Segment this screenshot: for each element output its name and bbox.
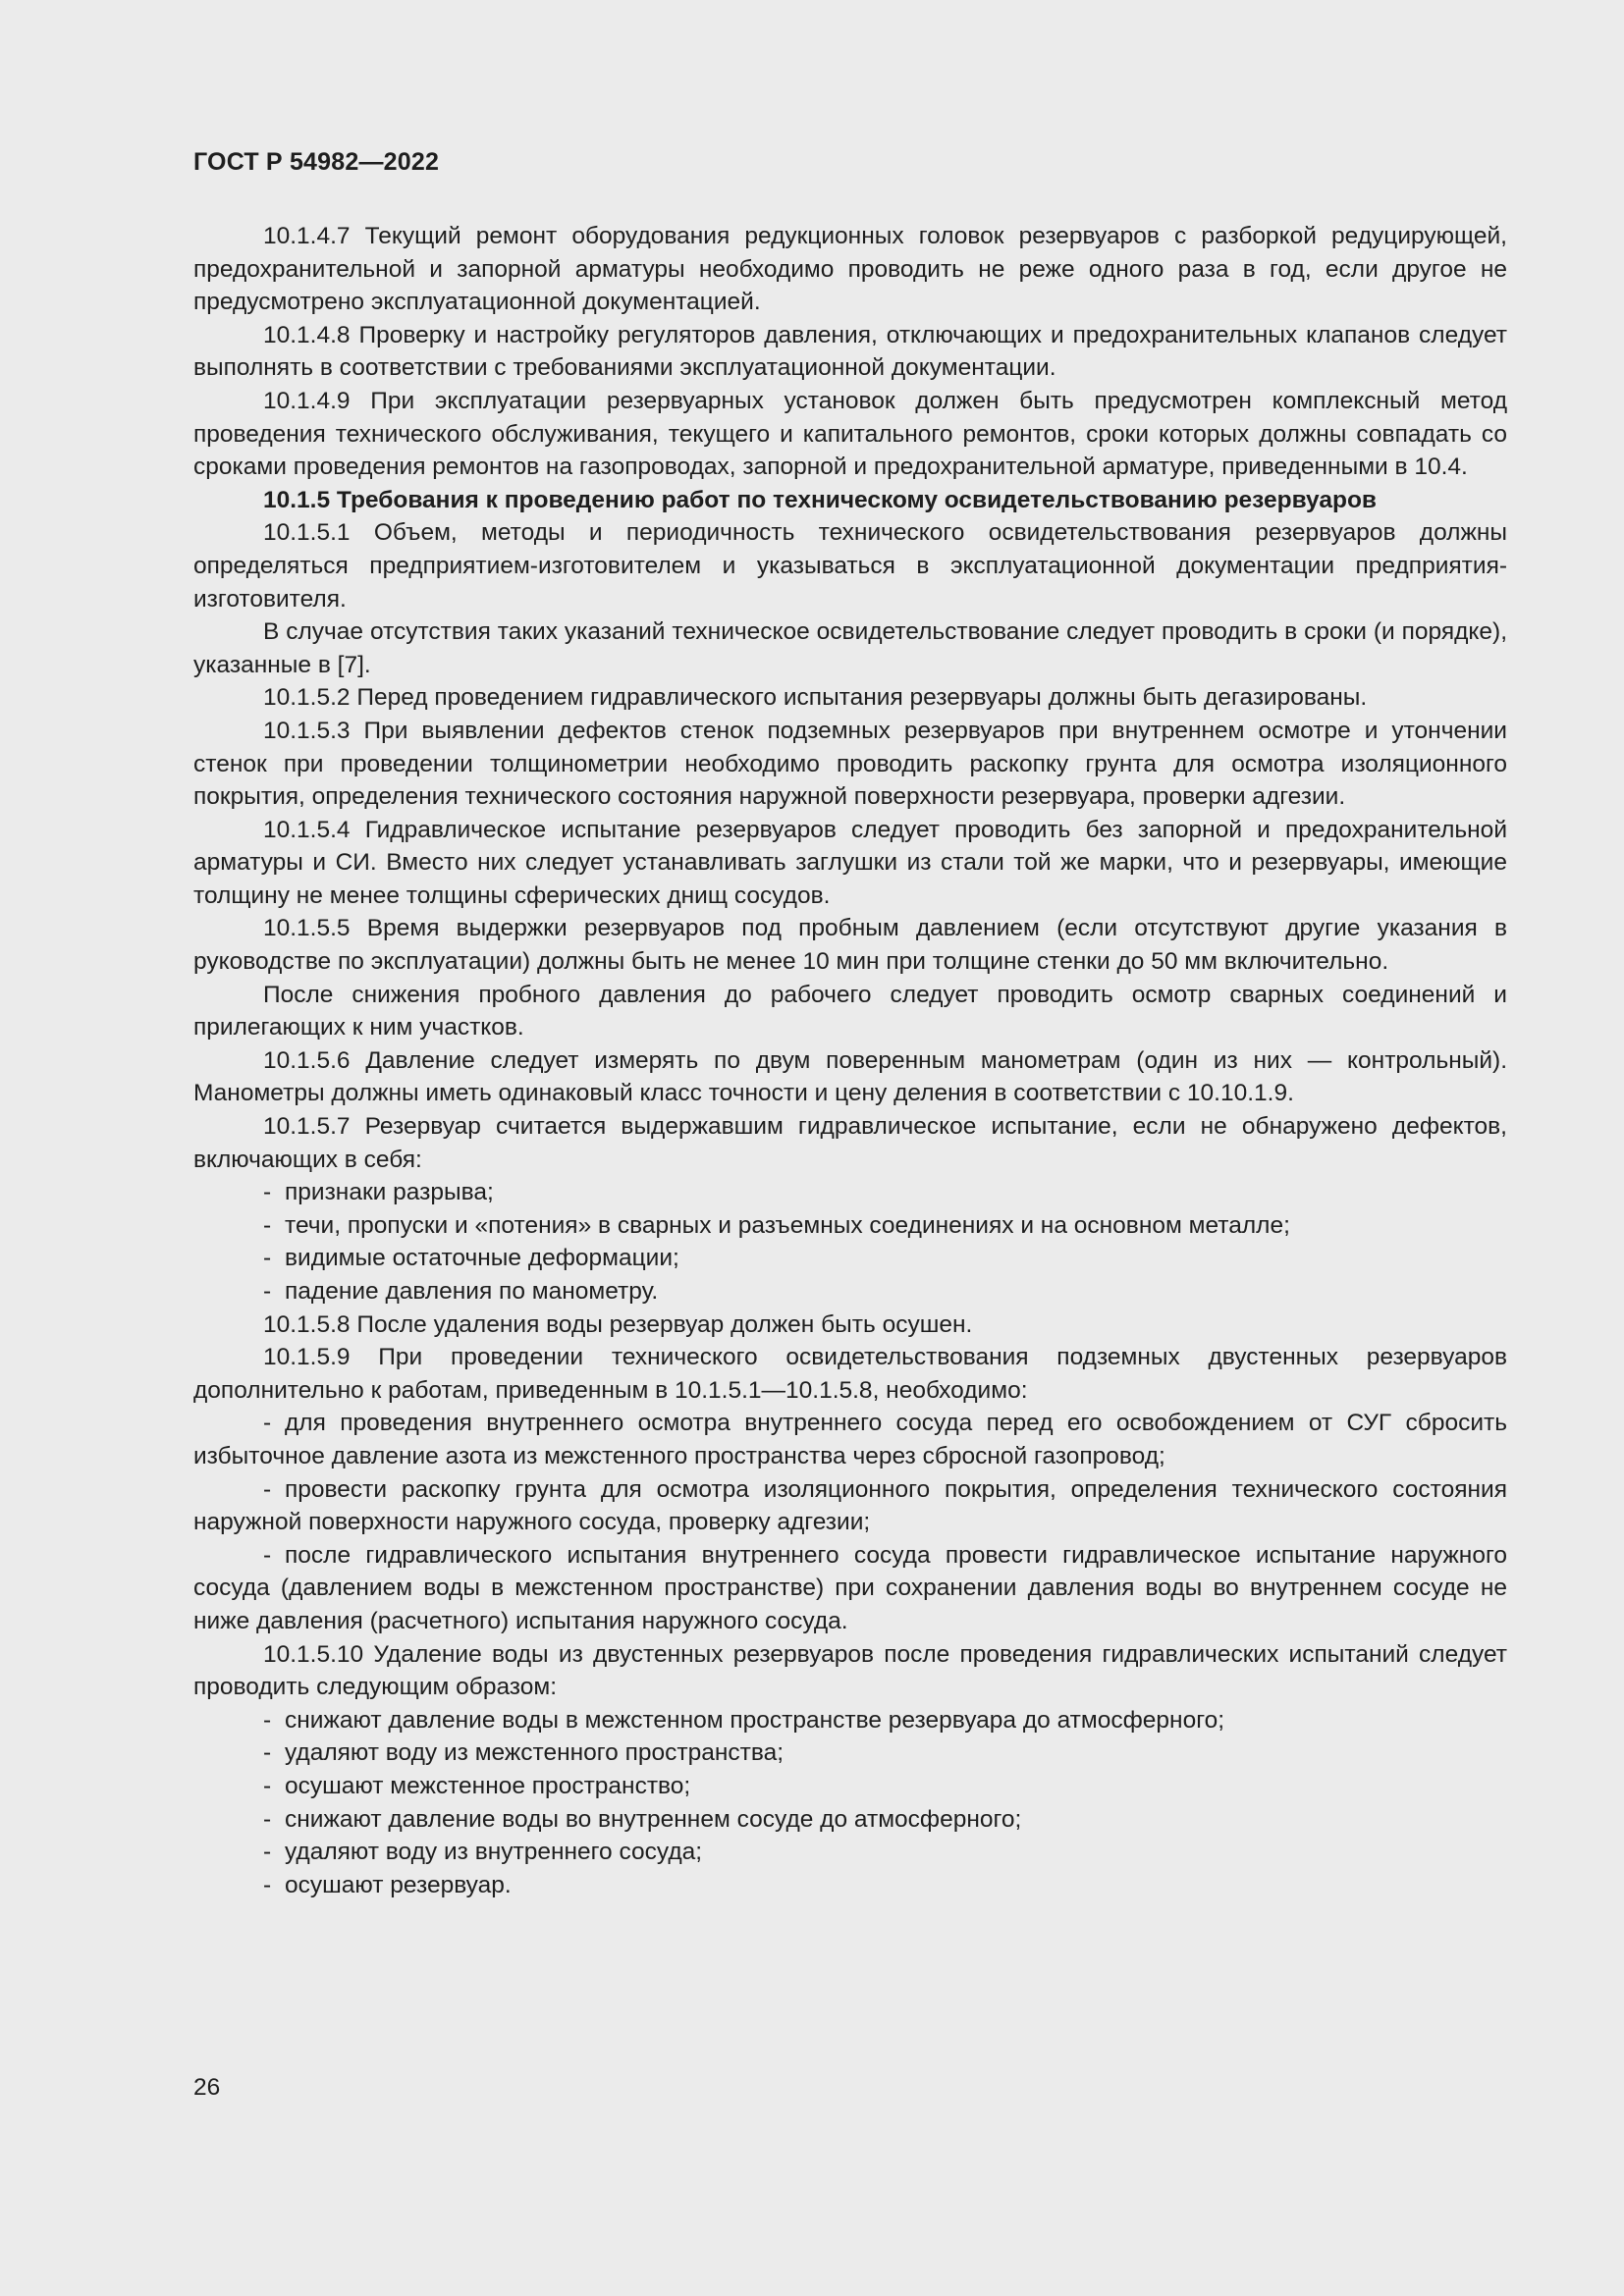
paragraph: 10.1.4.7 Текущий ремонт оборудования редукционных головок резервуаров с разборкой редуцирующей, предохранительной и запорной арматуры необходимо проводить не реже одного раза в год, если другое не предусмотрено эксплуатационной документацией.: [193, 223, 1507, 316]
list-item: [193, 1407, 1507, 1472]
list-marker: -: [263, 1475, 272, 1503]
list-item: [193, 1209, 1507, 1243]
paragraph: После снижения пробного давления до рабочего следует проводить осмотр сварных соединений и прилегающих к ним участков.: [193, 981, 1507, 1041]
list-item: [193, 1736, 1507, 1770]
list-item: [193, 1473, 1507, 1539]
list-marker: -: [263, 1871, 272, 1898]
paragraph: 10.1.5.4 Гидравлическое испытание резервуаров следует проводить без запорной и предохранительной арматуры и СИ. Вместо них следует устанавливать заглушки из стали той же марки, что и резервуары, имеющие толщину не менее толщины сферических днищ сосудов.: [193, 816, 1507, 909]
paragraph: 10.1.5.8 После удаления воды резервуар должен быть осушен.: [263, 1310, 973, 1338]
paragraph: 10.1.4.8 Проверку и настройку регуляторов давления, отключающих и предохранительных клапанов следует выполнять в соответствии с требованиями эксплуатационной документации.: [193, 321, 1507, 382]
paragraph: 10.1.4.9 При эксплуатации резервуарных установок должен быть предусмотрен комплексный метод проведения технического обслуживания, текущего и капитального ремонтов, сроки которых должны совпадать со сроками проведения ремонтов на газопроводах, запорной и предохранительной арматуре, приведенными в 10.4.: [193, 387, 1507, 481]
list-marker: -: [263, 1245, 272, 1272]
list-marker: -: [263, 1805, 272, 1833]
list-item: [193, 1803, 1507, 1837]
list-item-text: удаляют воду из внутреннего сосуда;: [285, 1839, 703, 1866]
paragraph: 10.1.5.6 Давление следует измерять по двум поверенным манометрам (один из них — контрольный). Манометры должны иметь одинаковый класс точности и цену деления в соответствии с 10.10.1.9.: [193, 1046, 1507, 1107]
paragraph: 10.1.5.7 Резервуар считается выдержавшим гидравлическое испытание, если не обнаружено дефектов, включающих в себя:: [193, 1113, 1507, 1173]
list-item: [193, 1275, 1507, 1308]
paragraph: 10.1.5.10 Удаление воды из двустенных резервуаров после проведения гидравлических испытаний следует проводить следующим образом:: [193, 1640, 1507, 1701]
document-header: ГОСТ Р 54982—2022: [193, 148, 440, 176]
list-item-text: течи, пропуски и «потения» в сварных и разъемных соединениях и на основном металле;: [285, 1211, 1290, 1239]
list-item-text: осушают резервуар.: [285, 1871, 512, 1898]
list-item-text: осушают межстенное пространство;: [285, 1772, 691, 1799]
list-marker: -: [263, 1278, 272, 1305]
list-item-text: признаки разрыва;: [285, 1179, 494, 1206]
list-marker: -: [263, 1739, 272, 1767]
document-body: [193, 220, 1507, 1901]
list-marker: -: [263, 1541, 272, 1569]
list-marker: -: [263, 1211, 272, 1239]
list-item-text: для проведения внутреннего осмотра внутреннего сосуда перед его освобождением от СУГ сбросить избыточное давление азота из межстенного пространства через сбросной газопровод;: [193, 1410, 1507, 1469]
page-number: 26: [193, 2074, 221, 2101]
paragraph: 10.1.5.5 Время выдержки резервуаров под пробным давлением (если отсутствуют другие указания в руководстве по эксплуатации) должны быть не менее 10 мин при толщине стенки до 50 мм включительно.: [193, 915, 1507, 976]
paragraph: 10.1.5.9 При проведении технического освидетельствования подземных двустенных резервуаров дополнительно к работам, приведенным в 10.1.5.1—10.1.5.8, необходимо:: [193, 1344, 1507, 1404]
paragraph: 10.1.5.2 Перед проведением гидравлического испытания резервуары должны быть дегазированы.: [263, 684, 1368, 712]
list-item: [193, 1770, 1507, 1803]
list-marker: -: [263, 1706, 272, 1734]
list-marker: -: [263, 1772, 272, 1799]
list-item: [193, 1704, 1507, 1737]
list-item-text: падение давления по манометру.: [285, 1278, 659, 1305]
list-marker: -: [263, 1839, 272, 1866]
list-item-text: удаляют воду из межстенного пространства;: [285, 1739, 785, 1767]
paragraph: 10.1.5.3 При выявлении дефектов стенок подземных резервуаров при внутреннем осмотре и утончении стенок при проведении толщинометрии необходимо проводить раскопку грунта для осмотра изоляционного покрытия, определения технического состояния наружной поверхности резервуара, проверки адгезии.: [193, 717, 1507, 811]
paragraph: В случае отсутствия таких указаний техническое освидетельствование следует проводить в сроки (и порядке), указанные в [7].: [193, 618, 1507, 678]
list-item: [193, 1869, 1507, 1902]
list-item-text: после гидравлического испытания внутреннего сосуда провести гидравлическое испытание наружного сосуда (давлением воды в межстенном пространстве) при сохранении давления воды во внутреннем сосуде не ниже давления (расчетного) испытания наружного сосуда.: [193, 1541, 1507, 1634]
list-item-text: снижают давление воды во внутреннем сосуде до атмосферного;: [285, 1805, 1022, 1833]
list-item-text: провести раскопку грунта для осмотра изоляционного покрытия, определения технического состояния наружной поверхности наружного сосуда, проверку адгезии;: [193, 1475, 1507, 1536]
list-item-text: снижают давление воды в межстенном пространстве резервуара до атмосферного;: [285, 1706, 1225, 1734]
list-marker: -: [263, 1179, 272, 1206]
section-heading: 10.1.5 Требования к проведению работ по техническому освидетельствованию резервуаров: [263, 486, 1377, 513]
list-item: [193, 1176, 1507, 1209]
list-item-text: видимые остаточные деформации;: [285, 1245, 679, 1272]
list-item: [193, 1836, 1507, 1869]
list-marker: -: [263, 1410, 272, 1437]
paragraph: 10.1.5.1 Объем, методы и периодичность технического освидетельствования резервуаров должны определяться предприятием-изготовителем и указываться в эксплуатационной документации предприятия-изготовителя.: [193, 519, 1507, 613]
list-item: [193, 1242, 1507, 1275]
list-item: [193, 1539, 1507, 1638]
